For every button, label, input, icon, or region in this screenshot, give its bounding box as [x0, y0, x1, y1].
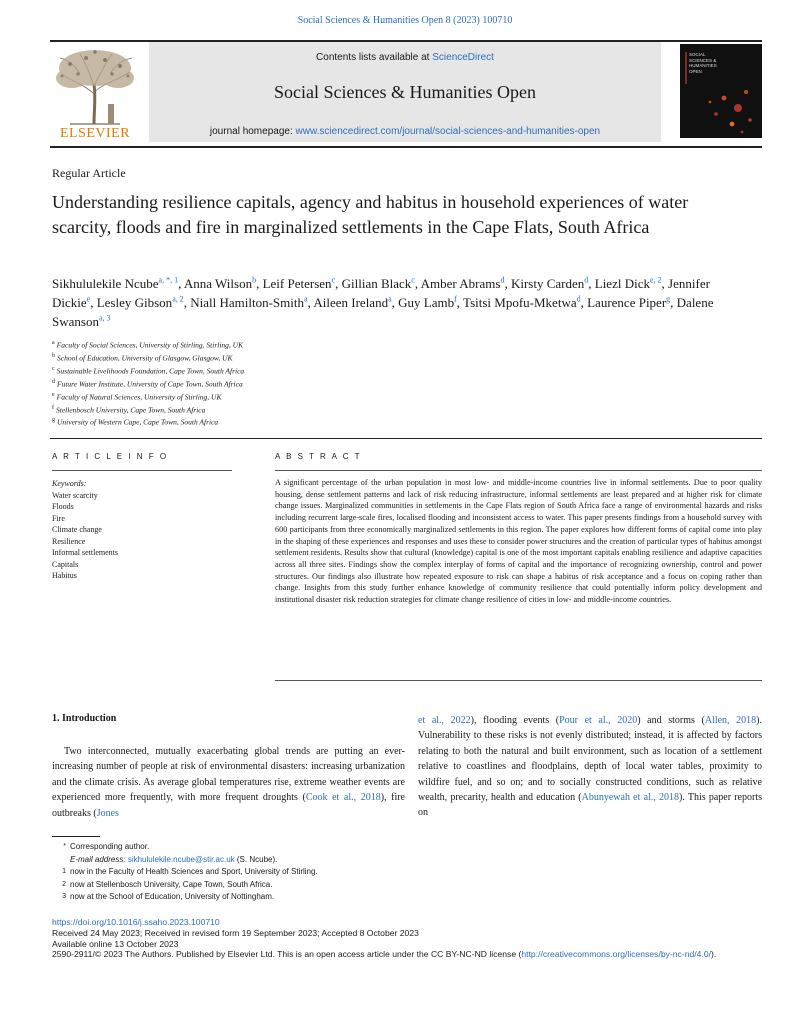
journal-citation[interactable]: Social Sciences & Humanities Open 8 (2023) 100710	[297, 15, 513, 26]
author-name[interactable]: Leif Petersen	[262, 276, 332, 291]
author-name[interactable]: Tsitsi Mpofu-Mketwa	[463, 295, 577, 310]
citation-cook[interactable]: Cook et al., 2018	[305, 792, 381, 804]
contents-line	[149, 52, 661, 63]
article-title: Understanding resilience capitals, agency and habitus in household experiences of water scarcity, floods and fire in marginalized settlements in the Cape Flats, South Africa	[52, 192, 689, 237]
author[interactable]	[511, 276, 588, 291]
author-name[interactable]: Gillian Black	[341, 276, 412, 291]
intro-text: ), flooding events (	[470, 715, 560, 726]
license-statement	[52, 949, 764, 960]
affiliation-list	[52, 338, 552, 428]
introduction-column-1	[52, 744, 405, 821]
author-name[interactable]: Niall Hamilton-Smith	[190, 295, 304, 310]
keywords-label: Keywords:	[52, 479, 87, 488]
footnote	[52, 891, 552, 904]
author[interactable]	[421, 276, 505, 291]
keyword-list	[52, 490, 252, 582]
author-name[interactable]: Anna Wilson	[183, 276, 253, 291]
homepage-label: journal homepage:	[209, 126, 293, 137]
keyword: Habitus	[52, 571, 77, 580]
intro-text: ) and storms (	[637, 715, 705, 726]
affiliation-text: Future Water Institute, University of Cape Town, South Africa	[57, 379, 243, 389]
author-affiliation-marker[interactable]: e	[86, 294, 91, 304]
author-affiliation-marker[interactable]: a, 2	[172, 294, 184, 304]
author-name[interactable]: Dalene Swanson	[52, 295, 714, 329]
author-affiliation-marker[interactable]: f	[454, 294, 457, 304]
abstract-divider	[275, 470, 762, 471]
author-affiliation-marker[interactable]: c	[331, 275, 336, 285]
affiliation-letter: a	[52, 340, 55, 346]
email-link[interactable]: sikhululekile.ncube@stir.ac.uk	[127, 854, 235, 864]
author[interactable]	[313, 295, 391, 310]
citation-jones[interactable]: Jones	[96, 807, 119, 819]
author-name[interactable]: Aileen Ireland	[313, 295, 389, 310]
license-suffix: ).	[711, 949, 717, 960]
keywords-block	[52, 478, 252, 582]
author-affiliation-marker[interactable]: a	[304, 294, 308, 304]
author-name[interactable]: Sikhululekile Ncube	[52, 276, 159, 291]
author[interactable]	[190, 295, 307, 310]
abstract-text: A significant percentage of the urban population in most low- and middle-income countries live in informal settlements. Due to poor quality housing, dense settlement patterns and lack of risk reducing infrastructure, informal settlements are least prepared and at higher risk for climate change issues. Marginalized communities in settlements in the Cape Flats region of South Africa face a range of environmental hazards and risks including recurrent large-scale fires, localised flooding and inconsistent access to water. This paper presents findings from a household survey with 600 participants from three economically marginalized settlements in this region. The paper explores how different forms of capital come into play in the shaping of these experiences and responses and uses these to consider power structures and the creation of particular types of habitus amongst settlement residents. Results show that cultural (knowledge) capital is one of the most important capitals enabling resilience and adaptive capacities across all three sites. Findings show the complex interplay of forms of capital and the importance of recognizing ownership, control and power structures. Our findings also illustrate how repeated exposure to risk can shape a habitus of risk acceptance and a focus on coping rather than change. Insights from this study further enhance knowledge of community resilience that could potentially inform policy development and institutional disaster risk reduction strategies for climate change resilience of cities in low- and middle-income countries.	[275, 478, 762, 605]
author-affiliation-marker[interactable]: a	[388, 294, 392, 304]
footnote	[52, 879, 552, 892]
author-name[interactable]: Kirsty Carden	[510, 276, 585, 291]
footnote-list	[52, 866, 552, 904]
article-info-heading: A R T I C L E I N F O	[52, 452, 169, 461]
header-rule-bottom	[50, 146, 762, 148]
introduction-heading: 1. Introduction	[52, 713, 117, 724]
author-affiliation-marker[interactable]: e, 2	[649, 275, 662, 285]
affiliation-text: University of Western Cape, Cape Town, South Africa	[57, 417, 219, 427]
author[interactable]	[263, 276, 336, 291]
email-label: E-mail address:	[70, 854, 126, 864]
keyword: Informal settlements	[52, 548, 118, 557]
author-name[interactable]: Lesley Gibson	[96, 295, 173, 310]
cover-title: SOCIAL SCIENCES & HUMANITIES OPEN	[689, 52, 717, 74]
author-list: Sikhululekile Ncube$^{a, *, 1}$, Anna Wilson$^b$, Leif Petersen$^c$, Gillian Black$^c$, Amber Abrams$^d$, Kirsty Carden$^d$, Liezl Dick$^{e, 2}$, Jennifer Dickie$^e$, Lesley Gibson$^{a, 2}$, Niall Hamilton-Smith$^a$, Aileen Ireland$^a$, Guy Lamb$^f$, Tsitsi Mpofu-Mketwa$^d$, Laurence Piper$^g$, Dalene Swanson$^{a, 3}$	[52, 275, 714, 329]
publication-info	[52, 917, 764, 960]
footnotes	[52, 841, 552, 904]
affiliation-letter: b	[52, 352, 55, 359]
homepage-line	[149, 126, 661, 137]
author-name[interactable]: Laurence Piper	[587, 295, 667, 310]
author-affiliation-marker[interactable]: a, 3	[98, 313, 111, 323]
author[interactable]	[463, 295, 581, 310]
license-link[interactable]: http://creativecommons.org/licenses/by-nc-nd/4.0/	[521, 949, 711, 960]
publication-history: Received 24 May 2023; Received in revised form 19 September 2023; Accepted 8 October 2023	[52, 927, 419, 938]
author-affiliation-marker[interactable]: c	[411, 275, 415, 285]
footnote-mark: *	[63, 843, 66, 850]
email-suffix: (S. Ncube).	[236, 854, 278, 864]
author-affiliation-marker[interactable]: d	[584, 275, 589, 285]
affiliation-text: Stellenbosch University, Cape Town, South Africa	[56, 405, 206, 415]
article-info-rule	[50, 438, 762, 439]
author-name[interactable]: Jennifer Dickie	[52, 276, 710, 310]
email-note	[52, 854, 552, 867]
keyword: Resilience	[52, 536, 86, 546]
author-affiliation-marker[interactable]: d	[576, 294, 581, 304]
online-date: Available online 13 October 2023	[52, 938, 179, 949]
affiliation-letter: f	[52, 404, 54, 411]
keyword: Fire	[52, 513, 65, 523]
citation-allen[interactable]: Allen, 2018	[704, 715, 757, 726]
affiliation-letter: e	[52, 391, 55, 398]
affiliation-letter: g	[52, 417, 55, 424]
homepage-link[interactable]: www.sciencedirect.com/journal/social-sciences-and-humanities-open	[295, 126, 601, 137]
footnote-text: now at the School of Education, University of Nottingham.	[70, 892, 275, 902]
affiliation-text: Sustainable Livelihoods Foundation, Cape Town, South Africa	[56, 366, 245, 376]
article-type: Regular Article	[52, 166, 126, 180]
footnote-rule	[52, 836, 100, 837]
author[interactable]	[97, 295, 184, 310]
sciencedirect-link[interactable]: ScienceDirect	[432, 52, 494, 63]
author-affiliation-marker[interactable]: g	[666, 294, 671, 304]
author-name[interactable]: Liezl Dick	[594, 276, 650, 291]
affiliation-letter: d	[52, 378, 55, 385]
affiliation	[52, 415, 552, 428]
affiliation	[52, 338, 552, 351]
journal-title: Social Sciences & Humanities Open	[274, 82, 536, 102]
corresponding-text: Corresponding author.	[70, 842, 150, 851]
intro-text: ), fire outbreaks (	[52, 792, 405, 819]
keyword: Floods	[52, 502, 74, 511]
author[interactable]	[595, 276, 662, 291]
affiliation	[52, 377, 552, 390]
keyword: Capitals	[52, 559, 79, 569]
citation-pour[interactable]: Pour et al., 2020	[559, 715, 638, 726]
footnote-text: now in the Faculty of Health Sciences and Sport, University of Stirling.	[70, 867, 318, 877]
author-name[interactable]: Guy Lamb	[398, 295, 455, 310]
keyword: Climate change	[52, 525, 102, 534]
affiliation-letter: c	[52, 365, 55, 372]
author[interactable]	[342, 276, 415, 291]
doi-link[interactable]: https://doi.org/10.1016/j.ssaho.2023.100710	[52, 917, 220, 927]
corresponding-note	[52, 841, 552, 854]
footnote	[52, 866, 552, 879]
footnote-mark: 3	[62, 893, 66, 901]
footnote-text: now at Stellenbosch University, Cape Town, South Africa.	[70, 879, 273, 889]
introduction-column-2	[418, 713, 762, 821]
affiliation	[52, 403, 552, 416]
affiliation	[52, 364, 552, 377]
affiliation	[52, 351, 552, 364]
author[interactable]	[587, 295, 670, 310]
affiliation-text: Faculty of Natural Sciences, University of Stirling, UK	[56, 392, 222, 402]
author-name[interactable]: Amber Abrams	[420, 276, 501, 291]
journal-cover-image[interactable]	[680, 44, 762, 138]
contents-prefix: Contents lists available at	[316, 52, 430, 63]
author-affiliation-marker[interactable]: b	[252, 275, 257, 285]
author[interactable]	[184, 276, 256, 291]
intro-text: Two interconnected, mutually exacerbating global trends are putting an ever-increasing number of people at risk of environmental disasters: increasing urbanization and the climate crisis. As average global temperatures rise, extreme weather events are experienced more frequently, with more frequent droughts (	[52, 746, 405, 804]
citation-jones-cont[interactable]: et al., 2022	[418, 715, 471, 726]
keyword: Water scarcity	[52, 490, 98, 500]
license-prefix: 2590-2911/© 2023 The Authors. Published by Elsevier Ltd. This is an open access article under the CC BY-NC-ND license (	[52, 949, 522, 960]
author-affiliation-marker[interactable]: a, *, 1	[158, 275, 179, 285]
author-affiliation-marker[interactable]: d	[500, 275, 505, 285]
citation-abunyewah[interactable]: Abunyewah et al., 2018	[581, 792, 679, 804]
affiliation	[52, 390, 552, 403]
affiliation-text: School of Education, University of Glasgow, Glasgow, UK	[57, 353, 233, 363]
abstract-bottom-rule	[275, 680, 762, 681]
author[interactable]	[52, 276, 178, 291]
intro-text: ). Vulnerability to these risks is not evenly distributed; instead, it is affected by factors relating to both the natural and built environment, such as location of a settlement relative to coastlines and floodplains, depth of local water tables, proximity to wildfire fuel, and so on; and to socially constructed conditions, such as relative wealth, precarity, health and education (	[418, 715, 762, 804]
intro-text: ). This paper reports on	[418, 792, 762, 819]
footnote-mark: 1	[62, 868, 66, 876]
affiliation-text: Faculty of Social Sciences, University of Stirling, Stirling, UK	[56, 340, 244, 350]
elsevier-wordmark: ELSEVIER	[59, 126, 131, 141]
author[interactable]	[398, 295, 457, 310]
abstract-heading: A B S T R A C T	[275, 452, 362, 461]
article-info-divider	[52, 470, 232, 471]
footnote-mark: 2	[62, 880, 66, 888]
